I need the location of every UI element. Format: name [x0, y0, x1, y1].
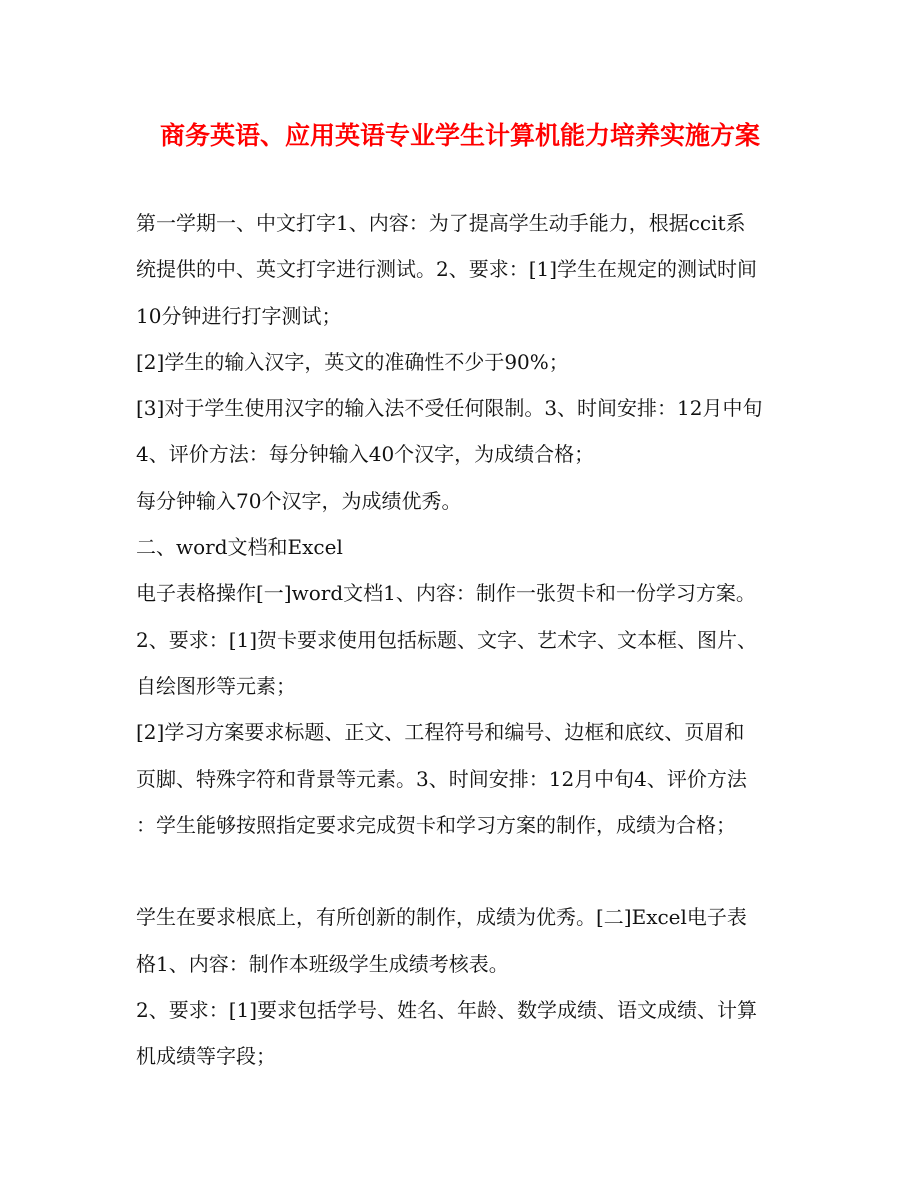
paragraph-line: 2、要求：[1]贺卡要求使用包括标题、文字、艺术字、文本框、图片、 — [136, 627, 758, 652]
paragraph-line: 2、要求：[1]要求包括学号、姓名、年龄、数学成绩、语文成绩、计算 — [136, 998, 758, 1023]
blank-line — [136, 848, 786, 894]
paragraph-line: 统提供的中、英文打字进行测试。2、要求：[1]学生在规定的测试时间 — [136, 257, 758, 282]
document-body — [136, 200, 786, 1080]
paragraph-line: 每分钟输入70个汉字，为成绩优秀。 — [136, 488, 462, 513]
paragraph-line: [2]学习方案要求标题、正文、工程符号和编号、边框和底纹、页眉和 — [136, 720, 745, 745]
paragraph-line: 页脚、特殊字符和背景等元素。3、时间安排：12月中旬4、评价方法 — [136, 766, 747, 791]
paragraph-line: 电子表格操作[一]word文档1、内容：制作一张贺卡和一份学习方案。 — [136, 581, 756, 606]
paragraph-line: [2]学生的输入汉字，英文的准确性不少于90%； — [136, 349, 569, 374]
paragraph-line: 学生在要求根底上，有所创新的制作，成绩为优秀。[二]Excel电子表 — [136, 905, 747, 930]
paragraph-line: 自绘图形等元素； — [136, 673, 296, 698]
paragraph-line: [3]对于学生使用汉字的输入法不受任何限制。3、时间安排：12月中旬 — [136, 396, 763, 421]
document-title: 商务英语、应用英语专业学生计算机能力培养实施方案 — [159, 121, 760, 150]
section-heading-line: 二、word文档和Excel — [136, 535, 343, 560]
paragraph-line: 10分钟进行打字测试； — [136, 303, 342, 328]
paragraph-line: 机成绩等字段； — [136, 1044, 276, 1069]
paragraph-line: 格1、内容：制作本班级学生成绩考核表。 — [136, 951, 509, 976]
paragraph-line: 4、评价方法：每分钟输入40个汉字，为成绩合格； — [136, 442, 595, 467]
paragraph-line: ：学生能够按照指定要求完成贺卡和学习方案的制作，成绩为合格； — [136, 812, 736, 837]
paragraph-line: 第一学期一、中文打字1、内容：为了提高学生动手能力，根据ccit系 — [136, 211, 746, 235]
